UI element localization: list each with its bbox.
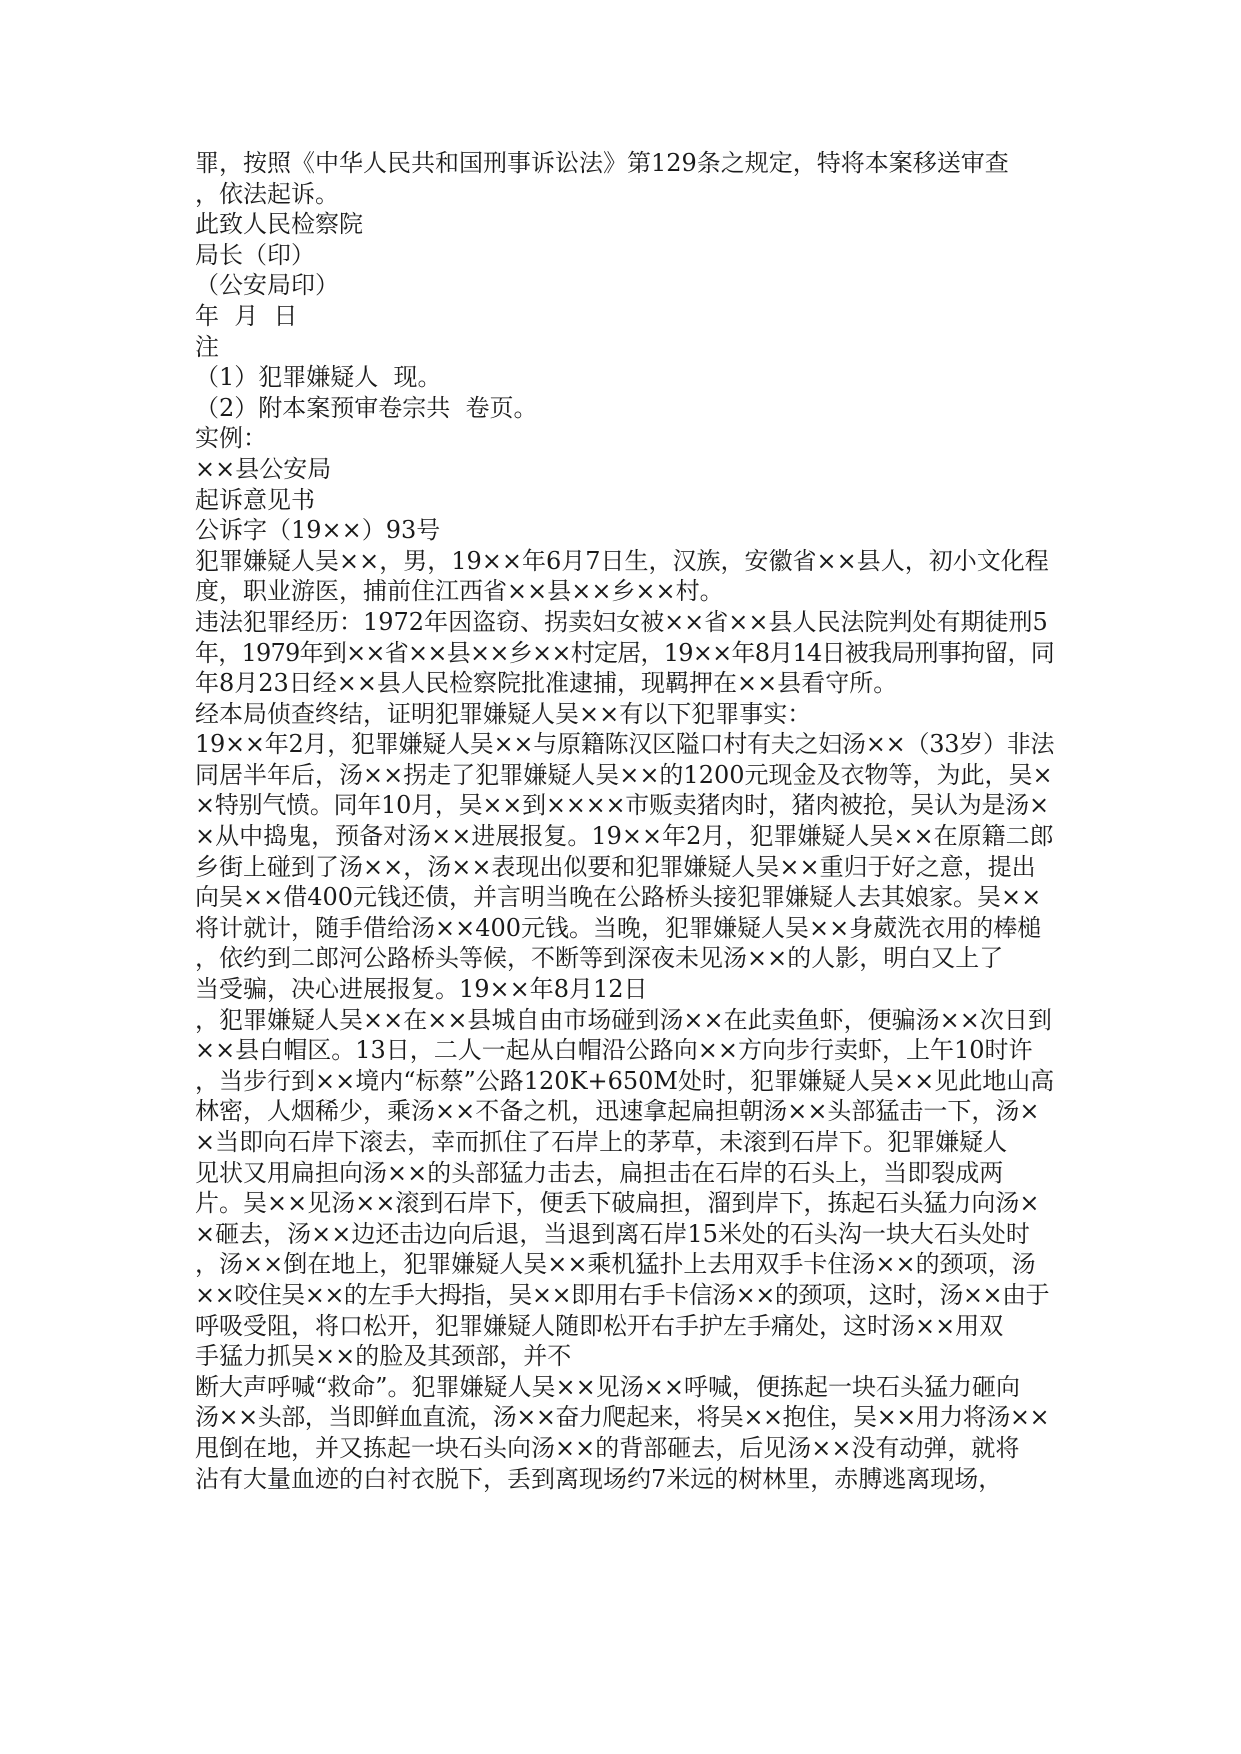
text-line: ×特别气愤。同年10月，吴××到××××市贩卖猪肉时，猪肉被抢，吴认为是汤× — [195, 791, 1049, 820]
text-line: 年8月23日经××县人民检察院批准逮捕，现羁押在××县看守所。 — [195, 669, 898, 698]
text-line: 断大声呼喊“救命”。犯罪嫌疑人吴××见汤××呼喊，便拣起一块石头猛力砸向 — [195, 1372, 1020, 1401]
text-line: 汤××头部，当即鲜血直流，汤××奋力爬起来，将吴××抱住，吴××用力将汤×× — [195, 1403, 1050, 1432]
text-line: 呼吸受阻，将口松开，犯罪嫌疑人随即松开右手护左手痛处，这时汤××用双 — [195, 1311, 1004, 1340]
text-line: （公安局印） — [195, 271, 339, 300]
text-line: 起诉意见书 — [195, 485, 315, 514]
text-line: 乡街上碰到了汤××，汤××表现出似要和犯罪嫌疑人吴××重归于好之意，提出 — [195, 852, 1036, 881]
text-line: （1）犯罪嫌疑人 现。 — [195, 363, 442, 392]
text-line: （2）附本案预审卷宗共 卷页。 — [195, 393, 538, 422]
text-line: 此致人民检察院 — [195, 210, 363, 239]
text-line: 同居半年后，汤××拐走了犯罪嫌疑人吴××的1200元现金及衣物等，为此，吴× — [195, 760, 1053, 789]
text-line: 手猛力抓吴××的脸及其颈部，并不 — [195, 1342, 572, 1371]
text-line: 实例： — [195, 424, 267, 453]
document-body — [195, 148, 1055, 1494]
text-line: 年，1979年到××省××县××乡××村定居，19××年8月14日被我局刑事拘留，同 — [195, 638, 1055, 667]
text-line: 公诉字（19××）93号 — [195, 516, 441, 545]
text-line: 年 月 日 — [195, 301, 298, 330]
text-line: ，犯罪嫌疑人吴××在××县城自由市场碰到汤××在此卖鱼虾，便骗汤××次日到 — [195, 1005, 1052, 1034]
text-line: ，依法起诉。 — [195, 179, 339, 208]
text-line: ，汤××倒在地上，犯罪嫌疑人吴××乘机猛扑上去用双手卡住汤××的颈项，汤 — [195, 1250, 1036, 1279]
text-line: ×砸去，汤××边还击边向后退，当退到离石岸15米处的石头沟一块大石头处时 — [195, 1219, 1030, 1248]
text-line: ，依约到二郎河公路桥头等候，不断等到深夜未见汤××的人影，明白又上了 — [195, 944, 1004, 973]
text-line: 违法犯罪经历：1972年因盗窃、拐卖妇女被××省××县人民法院判处有期徒刑5 — [195, 607, 1048, 636]
text-line: 见状又用扁担向汤××的头部猛力击去，扁担击在石岸的石头上，当即裂成两 — [195, 1158, 1004, 1187]
text-line: 犯罪嫌疑人吴××，男，19××年6月7日生，汉族，安徽省××县人，初小文化程 — [195, 546, 1049, 575]
text-line: 向吴××借400元钱还债，并言明当晚在公路桥头接犯罪嫌疑人去其娘家。吴×× — [195, 883, 1042, 912]
text-line: ×从中捣鬼，预备对汤××进展报复。19××年2月，犯罪嫌疑人吴××在原籍二郎 — [195, 822, 1054, 851]
text-line: 注 — [195, 332, 219, 361]
text-line: 度，职业游医，捕前住江西省××县××乡××村。 — [195, 577, 724, 606]
text-line: 局长（印） — [195, 240, 315, 269]
text-line: 沾有大量血迹的白衬衣脱下，丢到离现场约7米远的树林里，赤膊逃离现场， — [195, 1464, 1003, 1493]
text-line: ××县白帽区。13日，二人一起从白帽沿公路向××方向步行卖虾，上午10时许 — [195, 1036, 1033, 1065]
text-line: ××咬住吴××的左手大拇指，吴××即用右手卡信汤××的颈项，这时，汤××由于 — [195, 1280, 1050, 1309]
text-line: ×当即向石岸下滚去，幸而抓住了石岸上的茅草，未滚到石岸下。犯罪嫌疑人 — [195, 1128, 1008, 1156]
text-line: 将计就计，随手借给汤××400元钱。当晚，犯罪嫌疑人吴××身葳洗衣用的棒槌 — [195, 913, 1042, 942]
text-line: 当受骗，决心进展报复。19××年8月12日 — [195, 975, 648, 1004]
text-line: 19××年2月，犯罪嫌疑人吴××与原籍陈汉区隘口村有夫之妇汤××（33岁）非法 — [195, 730, 1055, 759]
text-line: 罪，按照《中华人民共和国刑事诉讼法》第129条之规定，特将本案移送审查 — [195, 149, 1009, 177]
text-line: 经本局侦查终结，证明犯罪嫌疑人吴××有以下犯罪事实： — [195, 699, 812, 728]
text-line: ，当步行到××境内“标蔡”公路120K+650M处时，犯罪嫌疑人吴××见此地山高 — [195, 1066, 1055, 1095]
text-line: 甩倒在地，并又拣起一块石头向汤××的背部砸去，后见汤××没有动弹，就将 — [195, 1433, 1020, 1462]
text-line: ××县公安局 — [195, 454, 332, 483]
text-line: 林密，人烟稀少，乘汤××不备之机，迅速拿起扁担朝汤××头部猛击一下，汤× — [195, 1097, 1040, 1126]
text-line: 片。吴××见汤××滚到石岸下，便丢下破扁担，溜到岸下，拣起石头猛力向汤× — [195, 1189, 1040, 1218]
